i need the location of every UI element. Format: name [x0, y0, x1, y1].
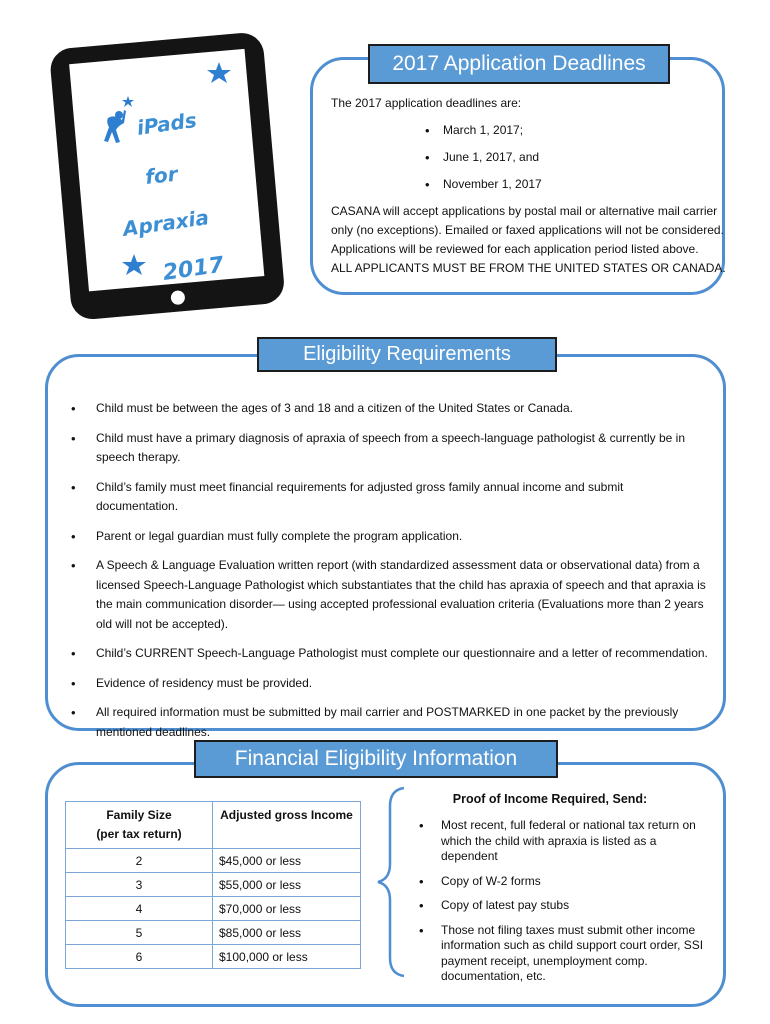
deadlines-paragraph — [331, 202, 726, 278]
income-cell: $55,000 or less — [213, 873, 361, 897]
proof-item: • Most recent, full federal or national tax return on which the child with apraxia is listed as a dependent — [441, 818, 709, 865]
income-cell: $100,000 or less — [213, 945, 361, 969]
family-size-cell: 4 — [66, 897, 213, 921]
proof-list — [441, 818, 709, 994]
deadlines-paragraph-line: only (no exceptions). Emailed or faxed applications will not be considered. — [331, 223, 724, 237]
eligibility-heading: Eligibility Requirements — [257, 337, 557, 372]
proof-item: • Copy of latest pay stubs — [441, 898, 709, 914]
deadlines-intro: The 2017 application deadlines are: — [331, 96, 522, 110]
deadlines-heading: 2017 Application Deadlines — [368, 44, 670, 84]
table-row — [66, 849, 361, 873]
income-table-header-row — [66, 802, 361, 849]
ipads-for-apraxia-2017-graphic — [46, 22, 290, 324]
family-size-header — [66, 802, 213, 849]
income-cell: $70,000 or less — [213, 897, 361, 921]
eligibility-item: • Child must have a primary diagnosis of apraxia of speech from a speech-language pathologist & currently be in speech therapy. — [96, 429, 708, 468]
deadline-date: • November 1, 2017 — [443, 175, 542, 194]
deadlines-paragraph-line: Applications will be reviewed for each application period listed above. — [331, 242, 699, 256]
deadlines-paragraph-line: ALL APPLICANTS MUST BE FROM THE UNITED STATES OR CANADA. — [331, 261, 726, 275]
table-row — [66, 897, 361, 921]
table-row — [66, 873, 361, 897]
deadline-date: • June 1, 2017, and — [443, 148, 542, 167]
family-size-cell: 2 — [66, 849, 213, 873]
eligibility-item: • All required information must be submitted by mail carrier and POSTMARKED in one packet by the previously mentioned deadlines. — [96, 703, 708, 742]
deadlines-paragraph-line: CASANA will accept applications by postal mail or alternative mail carrier — [331, 204, 718, 218]
brace-divider — [374, 784, 408, 980]
graphic-title-line-4: 2017 — [161, 252, 226, 286]
eligibility-item: • Evidence of residency must be provided. — [96, 674, 708, 694]
deadline-date: • March 1, 2017; — [443, 121, 542, 140]
eligibility-item: • Child’s family must meet financial requirements for adjusted gross family annual income and submit documentation. — [96, 478, 708, 517]
income-cell: $85,000 or less — [213, 921, 361, 945]
table-row — [66, 921, 361, 945]
eligibility-item: • Child must be between the ages of 3 and 18 and a citizen of the United States or Canada. — [96, 399, 708, 419]
deadline-dates-list — [443, 121, 542, 202]
eligibility-item: • Child’s CURRENT Speech-Language Pathologist must complete our questionnaire and a letter of recommendation. — [96, 644, 708, 664]
graphic-title-line-1: iPads — [135, 107, 199, 140]
proof-item: • Those not filing taxes must submit other income information such as child support court order, SSI payment receipt, unemployment comp. documentation, etc. — [441, 923, 709, 985]
income-header: Adjusted gross Income — [213, 802, 361, 849]
family-size-header-line: (per tax return) — [96, 827, 182, 841]
family-size-cell: 6 — [66, 945, 213, 969]
income-cell: $45,000 or less — [213, 849, 361, 873]
proof-item: • Copy of W-2 forms — [441, 874, 709, 890]
family-size-cell: 3 — [66, 873, 213, 897]
financial-heading: Financial Eligibility Information — [194, 740, 558, 778]
eligibility-item: • Parent or legal guardian must fully complete the program application. — [96, 527, 708, 547]
graphic-title-line-2: for — [144, 161, 179, 189]
family-size-header-line: Family Size — [106, 808, 172, 822]
eligibility-item: • A Speech & Language Evaluation written report (with standardized assessment data or observational data) from a licensed Speech-Language Pathologist which substantiates that the child has apraxia of speech and that apraxia is the main communication disorder— using accepted professional evaluation criteria (Evaluations more than 2 years old will not be accepted). — [96, 556, 708, 634]
eligibility-list — [96, 399, 708, 752]
proof-heading: Proof of Income Required, Send: — [452, 792, 648, 806]
family-size-cell: 5 — [66, 921, 213, 945]
table-row — [66, 945, 361, 969]
graphic-title-line-3: Apraxia — [121, 205, 211, 241]
income-table — [65, 801, 361, 969]
